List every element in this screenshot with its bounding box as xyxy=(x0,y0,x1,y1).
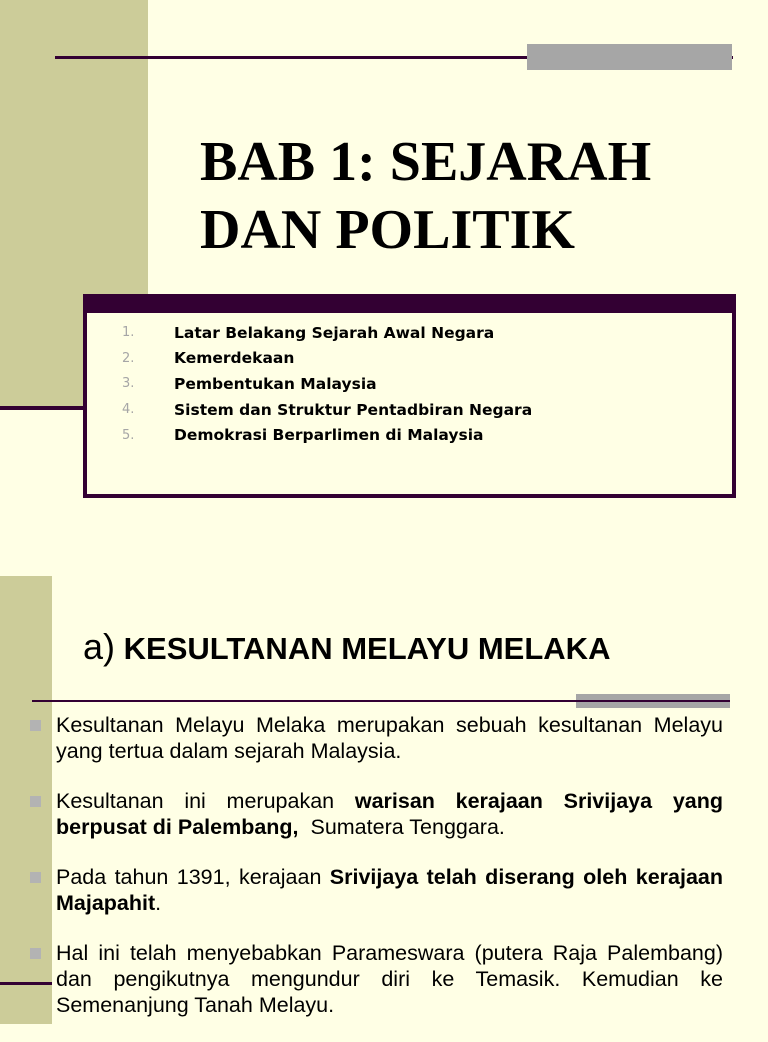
topic-number: 2. xyxy=(122,350,135,366)
topic-label: Pembentukan Malaysia xyxy=(174,374,377,393)
topic-item xyxy=(122,346,532,372)
topic-number: 4. xyxy=(122,402,135,418)
topic-number: 5. xyxy=(122,427,135,443)
topic-item xyxy=(122,320,532,346)
bullet-text-pre: Pada tahun 1391, kerajaan xyxy=(56,865,330,889)
section-letter: a) xyxy=(83,626,116,667)
slide2-left-rule xyxy=(0,982,52,985)
slide1-title xyxy=(200,128,740,264)
slide1-title-line1: BAB 1: SEJARAH xyxy=(200,131,652,193)
slide2-rule xyxy=(32,700,730,702)
bullet-text-pre: Kesultanan ini merupakan xyxy=(56,789,355,813)
bullet-item xyxy=(30,864,723,916)
topic-box-header-bar xyxy=(83,294,736,313)
bullet-text: Kesultanan Melayu Melaka merupakan sebuah kesultanan Melayu yang tertua dalam sejarah Malaysia. xyxy=(56,713,723,763)
topic-number: 3. xyxy=(122,376,135,392)
bullet-item xyxy=(30,712,723,764)
bullet-text-post: Sumatera Tenggara. xyxy=(298,815,505,839)
topic-label: Demokrasi Berparlimen di Malaysia xyxy=(174,426,484,445)
bullet-text-bold: Srivijaya telah diserang oleh kerajaan Majapahit xyxy=(56,865,723,915)
bullet-item xyxy=(30,940,723,1018)
bullet-item xyxy=(30,788,723,840)
topic-label: Sistem dan Struktur Pentadbiran Negara xyxy=(174,400,533,419)
topic-item xyxy=(122,397,532,423)
bullet-text: Hal ini telah menyebabkan Parameswara (putera Raja Palembang) dan pengikutnya mengundur diri ke Temasik. Kemudian ke Semenanjung Tanah Melayu. xyxy=(56,941,723,1017)
slide1-title-line2: DAN POLITIK xyxy=(200,199,575,261)
topic-number: 1. xyxy=(122,325,135,341)
square-bullet-icon xyxy=(30,872,41,883)
topic-list xyxy=(122,320,532,448)
topic-item xyxy=(122,371,532,397)
square-bullet-icon xyxy=(30,948,41,959)
topic-label: Kemerdekaan xyxy=(174,349,295,368)
square-bullet-icon xyxy=(30,796,41,807)
topic-item xyxy=(122,422,532,448)
bullet-text-bold: warisan kerajaan Srivijaya yang berpusat di Palembang, xyxy=(56,789,723,839)
square-bullet-icon xyxy=(30,720,41,731)
topic-label: Latar Belakang Sejarah Awal Negara xyxy=(174,323,495,342)
section-title: KESULTANAN MELAYU MELAKA xyxy=(123,631,611,666)
slide1-left-rule xyxy=(0,406,85,410)
slide1-gray-accent-bar xyxy=(527,44,732,70)
slide2-heading xyxy=(83,626,610,668)
bullet-list xyxy=(30,712,723,1042)
bullet-text-post: . xyxy=(155,891,162,915)
